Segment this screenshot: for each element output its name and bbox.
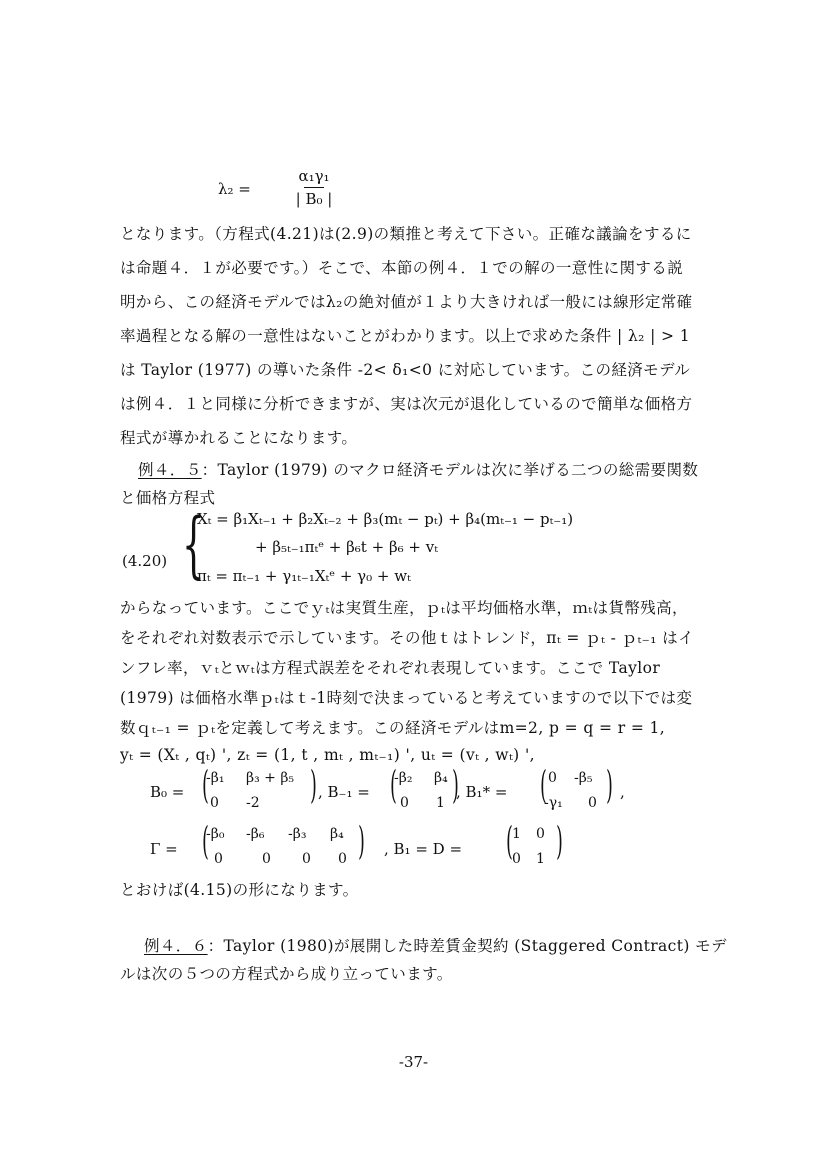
matrix-cell: β₄: [330, 826, 344, 842]
text-line: 数ｑₜ₋₁ = ｐₜを定義して考えます。この経済モデルはm=2, p = q = r = 1,: [120, 719, 666, 737]
matrix-cell: -β₃: [288, 826, 307, 842]
matrix-cell: -γ₁: [544, 795, 563, 811]
equation-row-2: + β₅ₜ₋₁πₜᵉ + β₆t + β₆ + vₜ: [255, 538, 438, 556]
matrix-cell: -2: [246, 795, 260, 811]
left-paren: (: [202, 763, 209, 807]
fraction-denominator: | B₀ |: [295, 190, 333, 208]
matrix-cell: 0: [210, 795, 219, 811]
matrix-cell: 1: [536, 851, 545, 867]
text-line: ンフレ率，ｖₜとｗₜは方程式誤差をそれぞれ表現しています。ここで Taylor: [120, 659, 661, 677]
text-line: は例４．１と同様に分析できますが、実は次元が退化しているので簡単な価格方: [120, 395, 693, 413]
matrix-cell: 0: [512, 851, 521, 867]
matrix-cell: 1: [436, 795, 445, 811]
page-number: -37-: [398, 1053, 429, 1071]
equation-row-1: Xₜ = β₁Xₜ₋₁ + β₂Xₜ₋₂ + β₃(mₜ − pₜ) + β₄(mₜ₋₁ − pₜ₋₁): [197, 510, 574, 528]
formula-lambda2-fraction: [284, 167, 344, 208]
matrix-cell: 1: [512, 826, 521, 842]
left-paren: (: [506, 819, 513, 863]
matrix-Gamma-label: Γ =: [150, 840, 178, 858]
matrix-cell: 0: [302, 851, 311, 867]
right-paren: ): [310, 763, 317, 807]
matrix-cell: β₄: [434, 770, 448, 786]
fraction-bar: [304, 187, 324, 188]
right-paren: ): [452, 763, 459, 807]
text-line: ルは次の５つの方程式から成り立っています。: [120, 965, 453, 983]
example-heading-text: ：Taylor (1980)が展開した時差賃金契約 (Staggered Contract) モデ: [207, 937, 727, 955]
matrix-cell: 0: [214, 851, 223, 867]
text-line: となります。（方程式(4.21)は(2.9)の類推と考えて下さい。正確な議論をするに: [120, 225, 692, 243]
right-paren: ): [556, 819, 563, 863]
equation-number: (4.20): [122, 552, 168, 570]
example-label: 例４．６: [144, 937, 208, 955]
text-line math: yₜ = (Xₜ , qₜ) ', zₜ = (1, t , mₜ , mₜ₋₁) ', uₜ = (vₜ , wₜ) ',: [120, 746, 535, 764]
text-line: は Taylor (1977) の導いた条件 -2< δ₁<0 に対応しています。この経済モデル: [120, 361, 691, 379]
matrix-cell: -β₀: [206, 826, 225, 842]
text-line: 率過程となる解の一意性はないことがわかります。以上で求めた条件 | λ₂ | > 1: [120, 327, 691, 345]
matrix-cell: β₃ + β₅: [246, 770, 295, 786]
matrix-cell: -β₁: [206, 770, 225, 786]
paragraph-3: とおけば(4.15)の形になります。: [120, 881, 359, 899]
formula-lambda2-lhs: λ₂ =: [218, 180, 251, 198]
matrix-cell: 0: [400, 795, 409, 811]
example-label: 例４．５: [138, 461, 202, 479]
matrix-cell: 0: [548, 770, 557, 786]
matrix-cell: 0: [536, 826, 545, 842]
example-4-6-heading: [144, 934, 727, 956]
text-line: 程式が導かれることになります。: [120, 429, 358, 447]
matrix-BD-label: , B₁ = D =: [384, 840, 463, 858]
example-4-5-heading: [138, 458, 698, 480]
example-heading-text: ：Taylor (1979) のマクロ経済モデルは次に挙げる二つの総需要関数: [201, 461, 699, 479]
matrix-cell: 0: [338, 851, 347, 867]
text-line: と価格方程式: [120, 489, 216, 507]
left-paren: (: [540, 763, 547, 807]
text-line: からなっています。ここでｙₜは実質生産，ｐₜは平均価格水準，ｍₜは貨幣残高，: [120, 599, 688, 617]
matrix-cell: -β₅: [574, 770, 593, 786]
matrix-cell: -β₂: [394, 770, 413, 786]
fraction-numerator: α₁γ₁: [298, 167, 330, 185]
matrix-B-1-label: , B₋₁ =: [318, 783, 370, 801]
text-line: は命題４．１が必要です。）そこで、本節の例４．１での解の一意性に関する説: [120, 259, 684, 277]
matrix-trailing-comma: ,: [620, 783, 625, 801]
matrix-B0-label: B₀ =: [150, 783, 185, 801]
text-line: をそれぞれ対数表示で示しています。その他ｔはトレンド，πₜ = ｐₜ - ｐₜ₋₁ はイ: [120, 629, 694, 647]
equation-row-3: πₜ = πₜ₋₁ + γ₁ₜ₋₁Xₜᵉ + γ₀ + wₜ: [197, 567, 411, 585]
left-paren: (: [390, 763, 397, 807]
matrix-cell: 0: [588, 795, 597, 811]
right-paren: ): [606, 763, 613, 807]
matrix-cell: 0: [262, 851, 271, 867]
matrix-cell: -β₆: [246, 826, 265, 842]
text-line: 明から、この経済モデルではλ₂の絶対値が１より大きければ一般には線形定常確: [120, 293, 693, 311]
right-paren: ): [358, 819, 365, 863]
matrix-B1star-label: , B₁* =: [456, 783, 508, 801]
left-paren: (: [202, 819, 209, 863]
left-brace: {: [182, 502, 205, 586]
text-line: (1979) は価格水準ｐₜはｔ-1時刻で決まっていると考えていますので以下では変: [120, 689, 693, 707]
